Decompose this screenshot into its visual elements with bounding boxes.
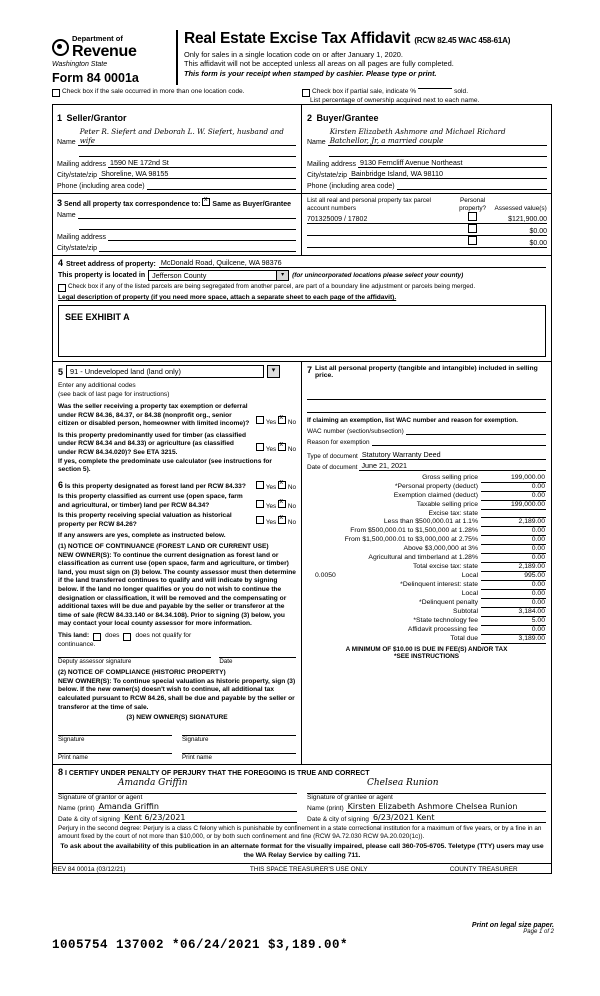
grantor-signature-label: Signature of grantor or agent (58, 793, 143, 801)
section-1-number: 1 (57, 113, 63, 123)
calc-amount[interactable]: 0.00 (481, 581, 546, 590)
new-owner-signature-heading: (3) NEW OWNER(S) SIGNATURE (126, 714, 228, 722)
correspondence-block (53, 194, 302, 255)
land-use-code-row (58, 365, 296, 378)
property-address-block (53, 255, 551, 303)
deputy-date-label: Date (219, 657, 296, 665)
reason-label: Reason for exemption (307, 439, 370, 446)
form-number: Form 84 0001a (52, 71, 139, 85)
calc-label: *Personal property (deduct) (394, 483, 478, 490)
q6b-no-checkbox[interactable] (278, 500, 286, 508)
calc-row (307, 581, 546, 590)
q6c-yes-checkbox[interactable] (256, 516, 264, 524)
buyer-heading: Buyer/Grantee (316, 113, 379, 123)
personal-property-checkbox[interactable] (468, 224, 477, 233)
if-any-yes-note: If any answers are yes, complete as instructed below. (58, 531, 226, 539)
section-5-number: 5 (58, 366, 64, 377)
seller-phone-label: Phone (including area code) (57, 183, 145, 190)
timber-question: Is this property predominantly used for timber (as classified under RCW 84.34 and 84.33) or agriculture (as classified under RCW 84.34.020)? See ETA 3215. (58, 431, 246, 456)
calc-amount[interactable]: 0.00 (481, 545, 546, 554)
new-owner-print-label-1: Print name (58, 753, 172, 761)
calc-amount[interactable]: 0.00 (481, 599, 546, 608)
parcel-number[interactable]: 701325009 / 17802 (307, 212, 451, 224)
calc-label: *Delinquent penalty (419, 599, 478, 606)
ownership-note: List percentage of ownership acquired next to each name. (310, 97, 480, 104)
calc-row (307, 501, 546, 510)
personal-property-line-2[interactable] (307, 400, 546, 413)
agency-logo (52, 30, 174, 85)
calc-row (307, 474, 546, 483)
form-header (52, 30, 552, 85)
this-land-label: This land: (58, 631, 90, 639)
checkbox-icon[interactable] (302, 89, 310, 97)
calc-amount[interactable]: 199,000.00 (481, 474, 546, 483)
legal-description-box[interactable]: SEE EXHIBIT A (58, 305, 546, 357)
table-row (307, 224, 547, 236)
personal-property-line-1[interactable] (307, 387, 546, 400)
segregated-label: Check box if any of the listed parcels are being segregated from another parcel, are part of a boundary line adjustment or parcels being merged. (68, 283, 476, 290)
seller-block (53, 105, 302, 193)
assessed-col-header: Assessed value(s) (494, 204, 547, 212)
grantee-date-value[interactable]: 6/23/2021 Kent (371, 813, 546, 823)
calc-row (307, 536, 546, 545)
county-select[interactable]: Jefferson County ▾ (148, 270, 289, 281)
calc-amount[interactable]: 0.00 (481, 536, 546, 545)
grantee-date-label: Date & city of signing (307, 815, 369, 823)
reason-value[interactable] (372, 436, 546, 446)
compliance-heading: (2) NOTICE OF COMPLIANCE (HISTORIC PROPERTY) (58, 669, 226, 677)
new-owner-sig-label-1: Signature (58, 735, 172, 743)
grantor-print-label: Name (print) (58, 804, 95, 812)
form-sheet (52, 30, 552, 874)
treasurer-space-label: THIS SPACE TREASURER'S USE ONLY (249, 866, 368, 874)
q6b-yes-checkbox[interactable] (256, 500, 264, 508)
assessed-value[interactable]: $121,900.00 (494, 212, 547, 224)
seller-phone-value[interactable] (147, 180, 296, 190)
revenue-label: Revenue (72, 43, 137, 60)
calc-amount[interactable]: 995.00 (481, 572, 546, 581)
county-note: (for unincorporated locations please select your county) (292, 272, 464, 279)
checkbox-icon[interactable] (52, 89, 60, 97)
seller-name-label: Name (57, 139, 76, 146)
calc-row (307, 518, 546, 527)
calc-label: Gross selling price (422, 474, 478, 482)
does-checkbox[interactable] (93, 633, 101, 641)
section-8-number: 8 (58, 766, 64, 777)
calc-amount[interactable]: 0.00 (481, 527, 546, 536)
grantee-print-value[interactable]: Kirsten Elizabeth Ashmore Chelsea Runion (346, 802, 546, 812)
parties-section (52, 104, 552, 874)
buyer-city-label: City/state/zip (307, 172, 348, 179)
wac-number-label: WAC number (section/subsection) (307, 428, 404, 435)
calc-row (307, 483, 546, 492)
parcel-block (302, 194, 551, 255)
top-checkbox-row (52, 88, 552, 104)
seller-city-value[interactable]: Shoreline, WA 98155 (99, 169, 296, 179)
buyer-mailing-label: Mailing address (307, 161, 357, 168)
calc-row (307, 590, 546, 599)
timber-calculator-note: If yes, complete the predominate use calculator (see instructions for section 5). (58, 457, 272, 474)
corr-name-label: Name (57, 212, 76, 219)
grantor-date-value[interactable]: Kent 6/23/2021 (122, 813, 297, 823)
q2-no-checkbox[interactable] (278, 443, 286, 451)
calc-label: *Delinquent interest: state (400, 581, 478, 588)
calc-label: Exemption claimed (deduct) (393, 492, 478, 499)
segregated-checkbox[interactable] (58, 284, 66, 292)
calc-row (307, 635, 546, 644)
parcel-table (307, 197, 547, 248)
calc-label: Excise tax: state (428, 509, 478, 517)
multi-location-label: Check box if the sale occurred in more than one location code. (62, 88, 245, 95)
minimum-due-note: A MINIMUM OF $10.00 IS DUE IN FEE(S) AND/OR TAX (345, 646, 508, 653)
chevron-down-icon[interactable]: ▾ (267, 365, 280, 378)
current-use-question: Is this property classified as current use (open space, farm and agricultural, or timber) land per RCW 84.34? (58, 493, 243, 509)
grantor-print-value[interactable]: Amanda Griffin (97, 802, 297, 812)
calc-label: Agricultural and timberland at 1.28% (368, 554, 478, 561)
corr-name-value[interactable] (78, 209, 296, 219)
grantor-signature-value: Amanda Griffin (118, 777, 188, 788)
section-2-number: 2 (307, 113, 313, 123)
exemption-question: Was the seller receiving a property tax exemption or deferral under RCW 84.36, 84.37, or 84.38 (nonprofit org., senior citizen or disabled person, homeowner with limited income)? (58, 403, 250, 428)
corr-city-label: City/state/zip (57, 245, 98, 252)
buyer-name-label: Name (307, 139, 326, 146)
rcw-reference: (RCW 82.45 WAC 458-61A) (414, 36, 511, 45)
buyer-name-value[interactable]: Kirsten Elizabeth Ashmore and Michael Richard Batchellor, Jr, a married couple (328, 127, 547, 146)
page-number: Page 1 of 2 (523, 929, 554, 935)
exemption-instruction: If claiming an exemption, list WAC number and reason for exemption. (307, 417, 518, 424)
parcel-number[interactable] (307, 236, 451, 248)
calc-row (307, 563, 546, 572)
additional-codes-note: Enter any additional codes (see back of last page for instructions) (58, 382, 170, 398)
buyer-block (302, 105, 551, 193)
section-3-heading: Send all property tax correspondence to: (63, 201, 201, 208)
continuance-text: NEW OWNER(S): To continue the current designation as forest land or classification as current use (open space, farm and agriculture, or timber) land, you must sign on (3) below. The county assessor must then determine if the land transferred continues to qualify and will indicate by signing below. If the land no longer qualifies or you do not wish to continue the designation or classification, it will be removed and the compensating or additional taxes will be due and payable by the seller or transferor at the time of sale (RCW 84.33.140 or 84.34.108). Prior to signing (3) below, you may contact your local county assessor for more information. (58, 551, 296, 628)
header-divider (176, 30, 178, 85)
doc-date-value[interactable]: June 21, 2021 (359, 461, 546, 471)
calc-amount[interactable]: 5.00 (481, 617, 546, 626)
page-title: Real Estate Excise Tax Affidavit (RCW 82.45 WAC 458-61A) (184, 30, 511, 47)
calc-amount[interactable]: 0.00 (481, 590, 546, 599)
buyer-city-value[interactable]: Bainbridge Island, WA 98110 (349, 169, 547, 179)
calc-label: Total excise tax: state (413, 563, 478, 570)
calc-label: Above $3,000,000 at 3% (403, 545, 478, 552)
see-instructions-note: *SEE INSTRUCTIONS (394, 653, 459, 660)
county-treasurer-label: COUNTY TREASURER (449, 866, 518, 874)
section-7-number: 7 (307, 365, 313, 375)
grantee-signature-line[interactable] (307, 779, 546, 794)
partial-sale-tail: sold. (454, 88, 469, 95)
calc-amount[interactable]: 0.00 (481, 626, 546, 635)
calc-amount[interactable]: 0.00 (481, 492, 546, 501)
calc-amount[interactable]: 2,189.00 (481, 518, 546, 527)
parcel-number[interactable] (307, 224, 451, 236)
chevron-down-icon[interactable]: ▾ (276, 271, 288, 280)
does-not-checkbox[interactable] (123, 633, 131, 641)
corr-city-value[interactable] (99, 242, 296, 252)
grantee-print-label: Name (print) (307, 804, 344, 812)
calc-row (307, 510, 546, 518)
wac-number-value[interactable] (406, 425, 546, 435)
seller-name-value[interactable]: Peter R. Siefert and Deborah L. W. Siefert, husband and wife (78, 127, 296, 146)
corr-mailing-value[interactable] (108, 231, 296, 241)
header-sub3: This form is your receipt when stamped by cashier. Please type or print. (184, 68, 437, 78)
legal-description-label: Legal description of property (if you need more space, attach a separate sheet to each page of the affidavit). (58, 294, 397, 301)
section-4-number: 4 (58, 258, 64, 268)
dept-label: Department of (72, 34, 123, 43)
calc-row (307, 572, 546, 581)
seller-city-label: City/state/zip (57, 172, 98, 179)
seller-heading: Seller/Grantor (66, 113, 127, 123)
new-owner-print-label-2: Print name (182, 753, 296, 761)
continuance-heading: (1) NOTICE OF CONTINUANCE (FOREST LAND OR CURRENT USE) (58, 543, 269, 551)
calc-label: Total due (450, 635, 478, 642)
grantor-date-label: Date & city of signing (58, 815, 120, 823)
calc-row (307, 554, 546, 563)
same-as-buyer-checkbox[interactable] (202, 198, 210, 206)
calc-label: From $1,500,000.01 to $3,000,000 at 2.75% (344, 536, 478, 543)
grantee-signature-value: Chelsea Runion (367, 777, 439, 788)
lower-sections: 5 91 - Undeveloped land (land only) ▾ Enter any additional codes (see back of last page for instructions) Was the seller receiving a property tax exemption or deferral under RCW 84.36, 84.37, or 84.38 (nonprofit org., senior citizen or disabled person, homeowner with limited income)? Yes x No Is this property predominantly used for timber (as classified under RCW 84.34 and 84.33) or agriculture (as classified under RCW 84.34.020)? See ETA 3215. Yes x No If yes, complete the predominate use calculator (see instructions for section 5). 6 Is this property designated as forest land per RCW 84.33? Yes x No Is this property classified as current use (open space, farm and agricultural, or timber) land per RCW 84.34? Yes x No Is this property receiving special valuation as historical property per RCW 84.26? Yes x No If any answers are yes, complete as instructed below. (1) NOTICE OF CONTINUANCE (FOREST LAND OR CURRENT USE) NEW OWNER(S): To continue the current designation as forest land or classification as current use (open space, farm and agriculture, or timber) land, you must sign on (3) below. The county assessor must then determine if the land transferred continues to qualify and will indicate by signing below. If the land no longer qualifies or you do not wish to continue the designation or classification, it will be removed and the compensating or additional taxes will be due and payable by the seller or transferor at the time of sale (RCW 84.33.140 or 84.34.108). Prior to signing (3) below, you may contact your local county assessor for more information. This land: does does not qualify for continuance. Deputy assessor signature Date (2) NOTICE OF COMPLIANCE (HISTORIC PROPERTY) NEW OWNER(S): To continue special valuation as historic property, sign (3) below. If the new owner(s) doesn't wish to continue, all additional tax calculated pursuant to RCW 84.26, shall be due and payable by the seller or transferor at the time of sale. (3) NEW OWNER(S) SIGNATURE Signature Signature Print name Print name 7 List all personal property (tangible and intangible) included in selling price. If claiming an exemption, list WAC number and reason for exemption. WAC number (section/subsection) Reason for exemption Type of document Statutory Warranty Deed Date of document June 21, 2021 Gross selling price 199,000.00 *Personal property (deduct) 0.00 Exemption claimed (deduct) 0.00 Taxable selling price 199,000.00 Excise tax: state Less than $500,000.01 at 1.1% 2,189.00 From $500,000.01 to $1,500,000 at 1.28% 0.00 From $1,500,000.01 to $3,000,000 at 2.75% 0.00 Above $3,000,000 at 3% 0.00 Agricultural and timberland at 1.28% 0.00 Total excise tax: state 2,189.00 0.0050 Local 995.00 *Delinquent interest: state 0.00 Local 0.00 *Delinquent penalty 0.00 Subtotal 3,184.00 *State technology fee 5.00 Affidavit processing fee 0.00 Total due 3,189.00 A MINIMUM OF $10.00 IS DUE IN FEE(S) AND/OR TAX *SEE INSTRUCTIONS (53, 361, 551, 764)
alternate-format-note: To ask about the availability of this publication in an alternate format for the visually impaired, please call 360-705-6705. Teletype (TTY) users may use the WA Relay Service by calling 711. (60, 842, 544, 859)
located-in-label: This property is located in (58, 272, 146, 279)
new-owner-sig-label-2: Signature (182, 735, 296, 743)
calc-row (307, 626, 546, 635)
calc-row (307, 599, 546, 608)
calc-label: *State technology fee (413, 617, 478, 624)
partial-sale-label: Check box if partial sale, indicate % (312, 88, 417, 95)
buyer-phone-value[interactable] (397, 180, 547, 190)
partial-sale-check[interactable] (302, 88, 552, 97)
calc-label: Less than $500,000.01 at 1.1% (383, 518, 478, 525)
q1-no-checkbox[interactable] (278, 416, 286, 424)
compliance-text: NEW OWNER(S): To continue special valuation as historic property, sign (3) below. If the new owner(s) doesn't wish to continue, all additional tax calculated pursuant to RCW 84.26, shall be due and payable by the seller or transferor at the time of sale. (58, 677, 296, 711)
grantor-signature-line[interactable] (58, 779, 297, 794)
calc-label: Subtotal (453, 608, 478, 615)
print-note: Print on legal size paper. Page 1 of 2 (471, 922, 554, 935)
assessed-value[interactable]: $0.00 (494, 224, 547, 236)
calc-row (307, 492, 546, 501)
rev-number: REV 84 0001a (03/12/21) (53, 866, 126, 874)
q6a-yes-checkbox[interactable] (256, 481, 264, 489)
doc-date-label: Date of document (307, 464, 358, 471)
table-row (307, 236, 547, 248)
doc-type-value[interactable]: Statutory Warranty Deed (360, 450, 546, 460)
calc-row (307, 617, 546, 626)
form-footer (53, 863, 551, 873)
historic-question: Is this property receiving special valuation as historical property per RCW 84.26? (58, 512, 232, 528)
buyer-phone-label: Phone (including area code) (307, 183, 395, 190)
certification-text: 8 I CERTIFY UNDER PENALTY OF PERJURY THAT THE FOREGOING IS TRUE AND CORRECT (58, 766, 370, 777)
calc-amount[interactable]: 3,189.00 (481, 635, 546, 644)
calc-row (307, 545, 546, 554)
calc-row (307, 608, 546, 617)
tax-calculation-table (307, 474, 546, 644)
assessed-value[interactable]: $0.00 (494, 236, 547, 248)
perjury-note: Perjury in the second degree: Perjury is a class C felony which is punishable by confinement in a state correctional institution for a maximum of five years, or by a fine in an amount fixed by the court of not more than $10,000, or by both such confinement and fine (RCW 9A.72.030 RCW 9A.20.020(1c)). (58, 824, 542, 840)
multi-location-check[interactable] (52, 88, 302, 97)
header-subtext (184, 50, 552, 78)
calc-row (307, 527, 546, 536)
calc-label: 0.0050 Local (307, 572, 481, 581)
section-7-block (302, 362, 551, 764)
calc-amount[interactable]: 2,189.00 (481, 563, 546, 572)
continuance-word: continuance. (58, 640, 96, 648)
doc-type-label: Type of document (307, 453, 358, 460)
calc-amount[interactable]: 0.00 (481, 554, 546, 563)
seller-mailing-value[interactable]: 1590 NE 172nd St (108, 158, 296, 168)
deputy-signature-label: Deputy assessor signature (58, 657, 211, 665)
calc-label: Taxable selling price (416, 501, 478, 508)
state-label: Washington State (52, 61, 108, 68)
seller-mailing-label: Mailing address (57, 161, 107, 168)
street-address-label: Street address of property: (66, 261, 156, 268)
same-as-buyer-label: Same as Buyer/Grantee (212, 201, 292, 208)
street-address-value[interactable]: McDonald Road, Quilcene, WA 98376 (159, 258, 546, 268)
corr-mailing-label: Mailing address (57, 234, 107, 241)
buyer-mailing-value[interactable]: 9130 Ferncliff Avenue Northeast (358, 158, 547, 168)
section-3-number: 3 (57, 198, 63, 208)
certification-section (53, 764, 551, 864)
q2-yes-checkbox[interactable] (256, 443, 264, 451)
calc-label: Local (461, 590, 478, 597)
calc-amount[interactable]: 3,184.00 (481, 608, 546, 617)
personal-col-header: Personal property? (459, 197, 487, 212)
calc-label: From $500,000.01 to $1,500,000 at 1.28% (350, 527, 478, 534)
q6c-no-checkbox[interactable] (278, 516, 286, 524)
header-sub1: Only for sales in a single location code on or after January 1, 2020. (184, 50, 403, 59)
grantee-signature-label: Signature of grantee or agent (307, 793, 393, 801)
treasurer-stamp: 1005754 137002 *06/24/2021 $3,189.00* (52, 938, 349, 952)
forest-land-question: Is this property designated as forest land per RCW 84.33? (64, 482, 246, 490)
section-6-number: 6 (58, 479, 64, 490)
q1-yes-checkbox[interactable] (256, 416, 264, 424)
calc-label: Affidavit processing fee (407, 626, 478, 633)
header-sub2: This affidavit will not be accepted unless all areas on all pages are fully completed. (184, 59, 454, 69)
calc-amount[interactable]: 0.00 (481, 483, 546, 492)
local-rate: 0.0050 (315, 572, 336, 579)
parcel-col-header: List all real and personal property tax parcel account numbers (307, 197, 431, 212)
q6a-no-checkbox[interactable] (278, 481, 286, 489)
table-row (307, 212, 547, 224)
personal-property-heading: List all personal property (tangible and intangible) included in selling price. (315, 365, 538, 379)
calc-amount[interactable]: 199,000.00 (481, 501, 546, 510)
land-use-code-select[interactable]: 91 - Undeveloped land (land only) (66, 365, 264, 378)
personal-property-checkbox[interactable] (468, 236, 477, 245)
personal-property-checkbox[interactable] (468, 212, 477, 221)
calc-amount[interactable] (481, 510, 546, 518)
